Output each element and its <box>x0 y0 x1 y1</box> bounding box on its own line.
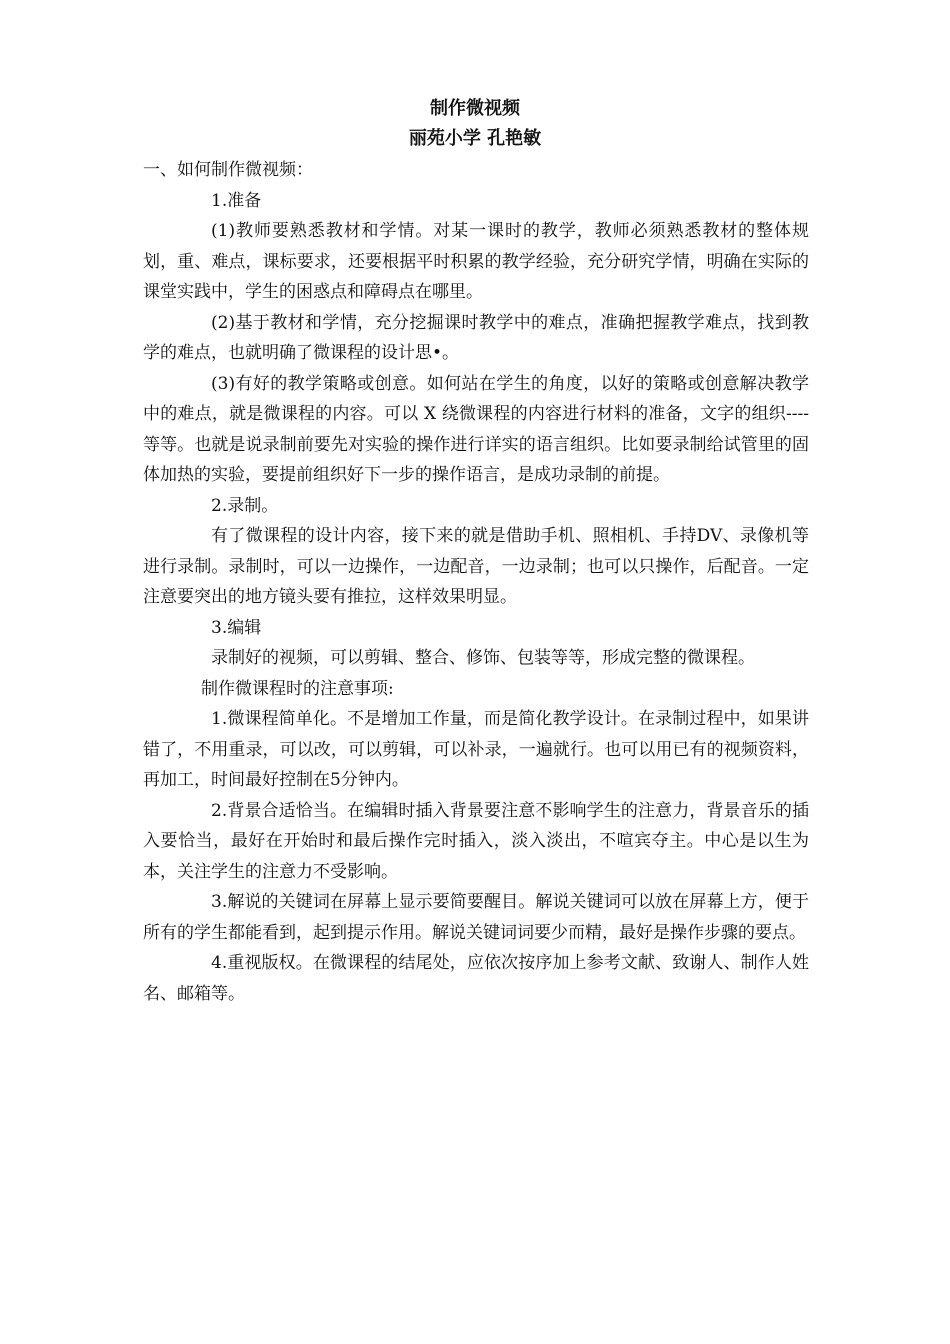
paragraph: (1)教师要熟悉教材和学情。对某一课时的教学，教师必须熟悉教材的整体规划，重、难点，课标要求，还要根据平时积累的教学经验，充分研究学情，明确在实际的课堂实践中，学生的困惑点和障碍点在哪里。 <box>143 221 809 302</box>
document-title: 制作微视频 <box>430 98 520 119</box>
document-body <box>143 155 809 1009</box>
paragraph: 录制好的视频，可以剪辑、整合、修饰、包装等等，形成完整的微课程。 <box>211 648 755 668</box>
section-heading: 一、如何制作微视频： <box>143 160 313 180</box>
paragraph: 3.解说的关键词在屏幕上显示要简要醒目。解说关键词可以放在屏幕上方，便于所有的学生都能看到，起到提示作用。解说关键词词要少而精，最好是操作步骤的要点。 <box>143 892 809 943</box>
subheading-editing: 3.编辑 <box>211 617 262 638</box>
paragraph: (3)有好的教学策略或创意。如何站在学生的角度，以好的策略或创意解决教学中的难点，就是微课程的内容。可以 X 绕微课程的内容进行材料的准备，文字的组织----等等。也就是说录制前要先对实验的操作进行详实的语言组织。比如要录制给试管里的固体加热的实验，要提前组织好下一步的操作语言，是成功录制的前提。 <box>143 373 809 485</box>
subheading-preparation: 1.准备 <box>211 190 262 211</box>
notes-heading: 制作微课程时的注意事项: <box>201 678 394 699</box>
paragraph: (2)基于教材和学情，充分挖掘课时教学中的难点，准确把握教学难点，找到教学的难点，也就明确了微课程的设计思•。 <box>143 312 809 363</box>
author-line: 丽苑小学 孔艳敏 <box>408 128 542 149</box>
subheading-recording: 2.录制。 <box>211 495 279 516</box>
paragraph: 2.背景合适恰当。在编辑时插入背景要注意不影响学生的注意力，背景音乐的插入要恰当，最好在开始时和最后操作完时插入，淡入淡出，不喧宾夺主。中心是以生为本，关注学生的注意力不受影响。 <box>143 800 809 882</box>
paragraph: 1.微课程简单化。不是增加工作量，而是简化教学设计。在录制过程中，如果讲错了，不用重录，可以改，可以剪辑，可以补录，一遍就行。也可以用已有的视频资料，再加工，时间最好控制在5分钟内。 <box>143 709 809 790</box>
paragraph: 有了微课程的设计内容，接下来的就是借助手机、照相机、手持DV、录像机等进行录制。录制时，可以一边操作，一边配音，一边录制；也可以只操作，后配音。一定注意要突出的地方镜头要有推拉，这样效果明显。 <box>143 526 809 607</box>
paragraph: 4.重视版权。在微课程的结尾处，应依次按序加上参考文献、致谢人、制作人姓名、邮箱等。 <box>143 953 809 1004</box>
